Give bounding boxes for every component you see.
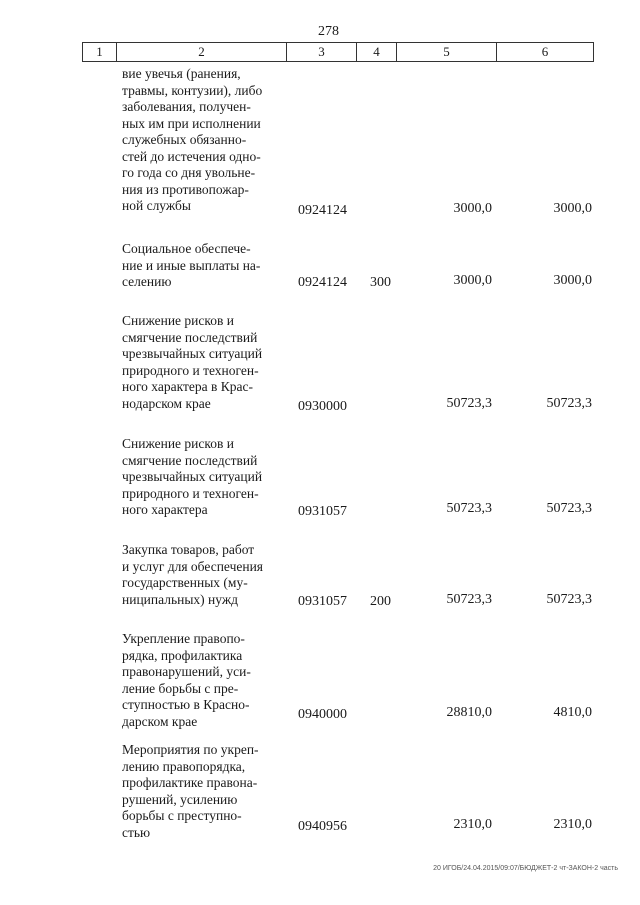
row-value-5: 2310,0 <box>453 817 492 832</box>
column-header-4: 4 <box>356 43 396 61</box>
column-header-2: 2 <box>116 43 286 61</box>
row-value-5: 3000,0 <box>453 273 492 288</box>
table-header <box>82 42 594 62</box>
row-code: 0924124 <box>298 275 347 290</box>
row-code: 0940000 <box>298 707 347 722</box>
row-value-5: 50723,3 <box>446 501 492 516</box>
row-value-6: 2310,0 <box>553 817 592 832</box>
row-value-6: 50723,3 <box>546 592 592 607</box>
row-value-6: 50723,3 <box>546 396 592 411</box>
row-description: Снижение рисков и смягчение последствий чрезвычайных ситуаций природного и техноген- ного характера <box>122 436 263 517</box>
row-description: Закупка товаров, работ и услуг для обеспечения государственных (му- ниципальных) нужд <box>122 542 264 607</box>
row-value-6: 3000,0 <box>553 273 592 288</box>
document-footer-stamp: 20 ИГОБ/24.04.2015/09:07/БЮДЖЕТ-2 чт-ЗАКОН-2 часть <box>433 865 618 872</box>
row-description: Укрепление правопо- рядка, профилактика правонарушений, уси- ление борьбы с пре- ступностью в Красно- дарском крае <box>122 631 251 729</box>
row-code: 0931057 <box>298 504 347 519</box>
column-header-1: 1 <box>82 43 116 61</box>
row-value-6: 50723,3 <box>546 501 592 516</box>
row-value-5: 3000,0 <box>453 201 492 216</box>
row-code: 0931057 <box>298 594 347 609</box>
row-kind: 300 <box>370 275 391 290</box>
row-value-6: 4810,0 <box>553 705 592 720</box>
column-header-3: 3 <box>286 43 356 61</box>
row-description: вие увечья (ранения, травмы, контузии), либо заболевания, получен- ных им при исполнении служебных обязанно- стей до истечения одно- го года со дня увольне- ния из противопожар- ной службы <box>122 66 263 213</box>
row-description: Социальное обеспече- ние и иные выплаты на- селению <box>122 241 261 289</box>
page-number: 278 <box>318 24 339 39</box>
column-header-5: 5 <box>396 43 496 61</box>
row-value-6: 3000,0 <box>553 201 592 216</box>
row-code: 0930000 <box>298 399 347 414</box>
row-kind: 200 <box>370 594 391 609</box>
row-code: 0940956 <box>298 819 347 834</box>
row-description: Мероприятия по укреп- лению правопорядка, профилактике правона- рушений, усилению борьбы с преступно- стью <box>122 742 259 840</box>
row-description: Снижение рисков и смягчение последствий чрезвычайных ситуаций природного и техноген- ного характера в Крас- нодарском крае <box>122 313 263 411</box>
column-header-6: 6 <box>496 43 594 61</box>
row-value-5: 28810,0 <box>446 705 492 720</box>
row-value-5: 50723,3 <box>446 396 492 411</box>
row-code: 0924124 <box>298 203 347 218</box>
row-value-5: 50723,3 <box>446 592 492 607</box>
